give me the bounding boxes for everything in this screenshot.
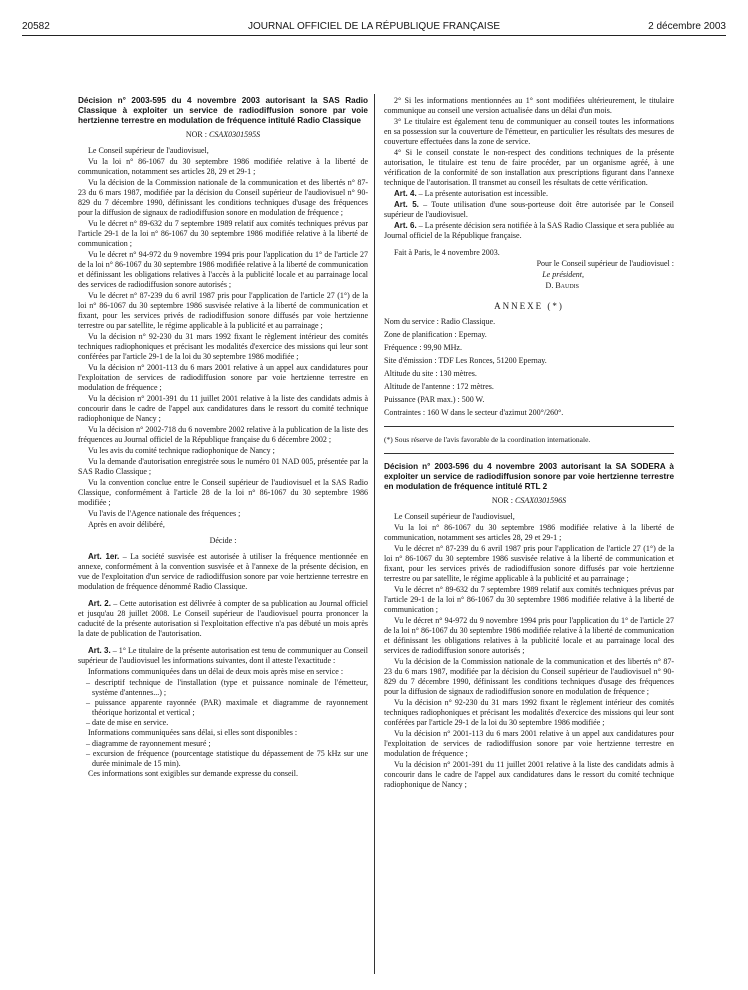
paragraph: Vu la décision de la Commission nationale de la communication et des libertés n° 87-23 du 6 mars 1987, modifiée par la décision du Conseil supérieur de l'audiovisuel n° 90-829 du 7 décembre 1990, définissant les conditions techniques d'usage des fréquences pour la diffusion de signaux de radiodiffusion sonore en modulation de fréquence ; [384, 657, 674, 696]
article-2-label: Art. 2. [88, 599, 111, 608]
paragraph: Vu la décision n° 2001-113 du 6 mars 2001 relative à un appel aux candidatures pour l'exploitation de services de radiodiffusion sonore par voie hertzienne terrestre en modulation de fréquence ; [78, 363, 368, 392]
decide-heading: Décide : [209, 536, 237, 545]
nor-label: NOR : [491, 496, 513, 505]
left-column [78, 96, 368, 780]
paragraph: Ces informations sont exigibles sur demande expresse du conseil. [88, 769, 298, 778]
annexe-item: Puissance (PAR max.) : 500 W. [384, 395, 485, 404]
paragraph: Vu le décret n° 89-632 du 7 septembre 1989 relatif aux comités techniques prévus par l'article 29-1 de la loi n° 86-1067 du 30 septembre 1986 modifiée relative à la liberté de communication ; [78, 219, 368, 248]
header-rule [22, 35, 726, 36]
paragraph: 2° Si les informations mentionnées au 1° sont modifiées ultérieurement, le titulaire communique au conseil une version actualisée dans un délai d'un mois. [384, 96, 674, 115]
paragraph: Vu la décision de la Commission nationale de la communication et des libertés n° 87-23 du 6 mars 1987, modifiée par la décision du Conseil supérieur de l'audiovisuel n° 90-829 du 7 décembre 1990, définissant les conditions techniques d'usage des fréquences pour la diffusion de signaux de radiodiffusion sonore en modulation de fréquence ; [78, 178, 368, 217]
info-list-1 [78, 678, 368, 728]
annexe-item: Altitude de l'antenne : 172 mètres. [384, 382, 494, 391]
article-6-label: Art. 6. [394, 221, 417, 230]
article-2-text: – Cette autorisation est délivrée à compter de sa publication au Journal officiel et jusqu'au 28 juillet 2008. Le Conseil supérieur de l'audiovisuel pourra prononcer la caducité de la présente autorisation si l'exploitation effective n'a pas débuté un mois après la date de publication de l'autorisation. [78, 599, 369, 638]
paragraph: Vu le décret n° 94-972 du 9 novembre 1994 pris pour l'application du 1° de l'article 27 de la loi n° 86-1067 du 30 septembre 1986 modifiée relative à la liberté de communication et définissant les obligations relatives à l'accès à la publicité locale et au parrainage local des services de radiodiffusion sonore autorisés ; [78, 250, 368, 289]
article-1-label: Art. 1er. [88, 552, 120, 561]
paragraph: Le Conseil supérieur de l'audiovisuel, [394, 512, 515, 521]
paragraph: Vu la convention conclue entre le Conseil supérieur de l'audiovisuel et la SAS Radio Classique, conformément à l'article 28 de la loi n° 86-1067 du 30 septembre 1986 modifiée ; [78, 478, 368, 507]
article-2 [78, 599, 368, 639]
list-item: – date de mise en service. [86, 718, 169, 727]
footnote: (*) Sous réserve de l'avis favorable de la coordination internationale. [384, 435, 591, 444]
article-4-label: Art. 4. [394, 189, 417, 198]
article-1 [78, 552, 368, 592]
signature-role: Le président, [542, 270, 584, 279]
paragraph: Le Conseil supérieur de l'audiovisuel, [88, 146, 209, 155]
paragraph: Vu la décision n° 92-230 du 31 mars 1992 fixant le règlement intérieur des comités techniques radiophoniques et précisant les modalités d'exercice des missions qui leur sont conférées par l'article 29-1 de la loi du 30 septembre 1986 modifiée ; [78, 332, 368, 361]
paragraph: Vu le décret n° 94-972 du 9 novembre 1994 pris pour l'application du 1° de l'article 27 de la loi n° 86-1067 du 30 septembre 1986 modifiée relative à la liberté de communication et définissant les obligations relatives à la publicité locale et au parrainage local des services de radiodiffusion sonore autorisés ; [384, 616, 674, 655]
separator [384, 426, 674, 427]
paragraph: Vu la décision n° 2001-391 du 11 juillet 2001 relative à la liste des candidats admis à concourir dans le cadre de l'appel aux candidatures dans le ressort du comité technique radiophonique de Nancy ; [78, 394, 368, 423]
nor-code: CSAX0301596S [515, 496, 567, 505]
paragraph: Vu la décision n° 92-230 du 31 mars 1992 fixant le règlement intérieur des comités techniques radiophoniques et précisant les modalités d'exercice des missions qui leur sont conférées par l'article 29-1 de la loi du 30 septembre 1986 modifiée ; [384, 698, 674, 727]
paragraph: Vu l'avis de l'Agence nationale des fréquences ; [88, 509, 241, 518]
journal-title: JOURNAL OFFICIEL DE LA RÉPUBLIQUE FRANÇAISE [247, 21, 501, 32]
paragraph: Vu les avis du comité technique radiophonique de Nancy ; [88, 446, 275, 455]
paragraph: Vu la demande d'autorisation enregistrée sous le numéro 01 NAD 005, présentée par la SAS Radio Classique ; [78, 457, 368, 476]
page-header [22, 18, 726, 36]
annexe-item: Fréquence : 99,90 MHz. [384, 343, 462, 352]
signature-name: D. Baudis [545, 281, 579, 290]
list-item: – excursion de fréquence (pourcentage statistique du dépassement de 75 kHz sur une durée minimale de 15 min). [86, 749, 368, 768]
decision-596-title: Décision n° 2003-596 du 4 novembre 2003 autorisant la SA SODERA à exploiter un service de radiodiffusion sonore par voie hertzienne terrestre en modulation de fréquence intitulé RTL 2 [384, 462, 674, 491]
annexe-item: Nom du service : Radio Classique. [384, 317, 496, 326]
nor-label: NOR : [185, 130, 207, 139]
list-item: – diagramme de rayonnement mesuré ; [86, 739, 211, 748]
list-item: – puissance apparente rayonnée (PAR) maximale et diagramme de rayonnement théorique horizontal et vertical ; [86, 698, 368, 717]
article-5-label: Art. 5. [394, 200, 419, 209]
paragraph: 3° Le titulaire est également tenu de communiquer au conseil toutes les informations en sa possession sur la couverture de l'émetteur, en particulier les résultats des mesures de couverture effectuées dans la zone de service. [384, 117, 674, 146]
paragraph: Après en avoir délibéré, [88, 520, 165, 529]
paragraph: Informations communiquées sans délai, si elles sont disponibles : [88, 728, 298, 737]
paragraph: Vu le décret n° 87-239 du 6 avril 1987 pris pour l'application de l'article 27 (1°) de la loi n° 86-1067 du 30 septembre 1986 susvisée relative à la liberté de communication et fixant, pour les services privés de radiodiffusion sonore diffusés par voie hertzienne terrestre ou par satellite, le régime applicable à la publicité et au parrainage ; [384, 544, 674, 583]
annexe-item: Altitude du site : 130 mètres. [384, 369, 477, 378]
article-3-text: – 1° Le titulaire de la présente autorisation est tenu de communiquer au Conseil supérieur de l'audiovisuel les informations suivantes, dont il atteste l'exactitude : [78, 646, 368, 665]
separator [384, 453, 674, 454]
annexe-item: Zone de planification : Epernay. [384, 330, 487, 339]
decision-596-nor [384, 496, 674, 506]
paragraph: Vu la décision n° 2001-113 du 6 mars 2001 relative à un appel aux candidatures pour l'exploitation de services de radiodiffusion sonore par voie hertzienne terrestre en modulation de fréquence ; [384, 729, 674, 758]
column-divider [374, 94, 375, 974]
article-5-text: – Toute utilisation d'une sous-porteuse doit être autorisée par le Conseil supérieur de l'audiovisuel. [384, 200, 675, 219]
article-3 [78, 646, 368, 666]
info-list-2 [78, 739, 368, 769]
paragraph: Vu la décision n° 2002-718 du 6 novembre 2002 relative à la publication de la liste des fréquences au Journal officiel de la République française du 6 décembre 2002 ; [78, 425, 368, 444]
annexe-body [384, 317, 674, 418]
page-number: 20582 [22, 21, 50, 32]
signature-line: Pour le Conseil supérieur de l'audiovisuel : [536, 259, 674, 268]
decision-595-title: Décision n° 2003-595 du 4 novembre 2003 autorisant la SAS Radio Classique à exploiter un service de radiodiffusion sonore par voie hertzienne terrestre en modulation de fréquence intitulé Radio Classique [78, 96, 368, 125]
nor-code: CSAX0301595S [209, 130, 261, 139]
paragraph: Vu le décret n° 89-632 du 7 septembre 1989 relatif aux comités techniques prévus par l'article 29-1 de la loi n° 86-1067 du 30 septembre 1986 modifiée relative à la liberté de communication ; [384, 585, 674, 614]
annexe-item: Contraintes : 160 W dans le secteur d'azimut 200°/260°. [384, 408, 564, 417]
article-4 [384, 189, 674, 199]
article-1-text: – La société susvisée est autorisée à utiliser la fréquence mentionnée en annexe, conformément à la convention susvisée et à l'annexe de la présente décision, en vue de l'exploitation d'un service de radiodiffusion sonore par voie hertzienne terrestre en modulation de fréquence dénommé Radio Classique. [78, 552, 368, 591]
article-5 [384, 200, 674, 220]
decision-595-nor [78, 130, 368, 140]
article-6-text: – La présente décision sera notifiée à la SAS Radio Classique et sera publiée au Journal officiel de la République française. [384, 221, 675, 240]
paragraph: Vu la loi n° 86-1067 du 30 septembre 1986 modifiée relative à la liberté de communication, notamment ses articles 28, 29 et 29-1 ; [78, 157, 368, 176]
article-3-label: Art. 3. [88, 646, 111, 655]
paragraph: 4° Si le conseil constate le non-respect des conditions techniques de la présente autorisation, le titulaire est tenu de faire procéder, par un organisme agréé, à une vérification de la conformité de son installation aux prescriptions figurant dans l'annexe technique de l'autorisation. Il transmet au conseil les résultats de cette vérification. [384, 148, 674, 187]
paragraph: Informations communiquées dans un délai de deux mois après mise en service : [88, 667, 344, 676]
paragraph: Vu la décision n° 2001-391 du 11 juillet 2001 relative à la liste des candidats admis à concourir dans le cadre de l'appel aux candidatures dans le ressort du comité technique radiophonique de Nancy ; [384, 760, 674, 789]
done-at: Fait à Paris, le 4 novembre 2003. [394, 248, 500, 257]
paragraph: Vu la loi n° 86-1067 du 30 septembre 1986 modifiée relative à la liberté de communication, notamment ses articles 28, 29 et 29-1 ; [384, 523, 674, 542]
paragraph: Vu le décret n° 87-239 du 6 avril 1987 pris pour l'application de l'article 27 (1°) de la loi n° 86-1067 du 30 septembre 1986 susvisée relative à la liberté de communication et fixant, pour les services privés de radiodiffusion sonore diffusés par voie hertzienne terrestre ou par satellite, le régime applicable à la publicité et au parrainage ; [78, 291, 368, 330]
issue-date: 2 décembre 2003 [648, 21, 726, 32]
annexe-item: Site d'émission : TDF Les Ronces, 51200 Epernay. [384, 356, 547, 365]
article-6 [384, 221, 674, 241]
right-column [384, 96, 674, 791]
article-4-text: – La présente autorisation est incessible. [416, 189, 548, 198]
list-item: – descriptif technique de l'installation (type et puissance nominale de l'émetteur, système d'antennes...) ; [86, 678, 368, 697]
annexe-title: ANNEXE (*) [494, 301, 564, 311]
